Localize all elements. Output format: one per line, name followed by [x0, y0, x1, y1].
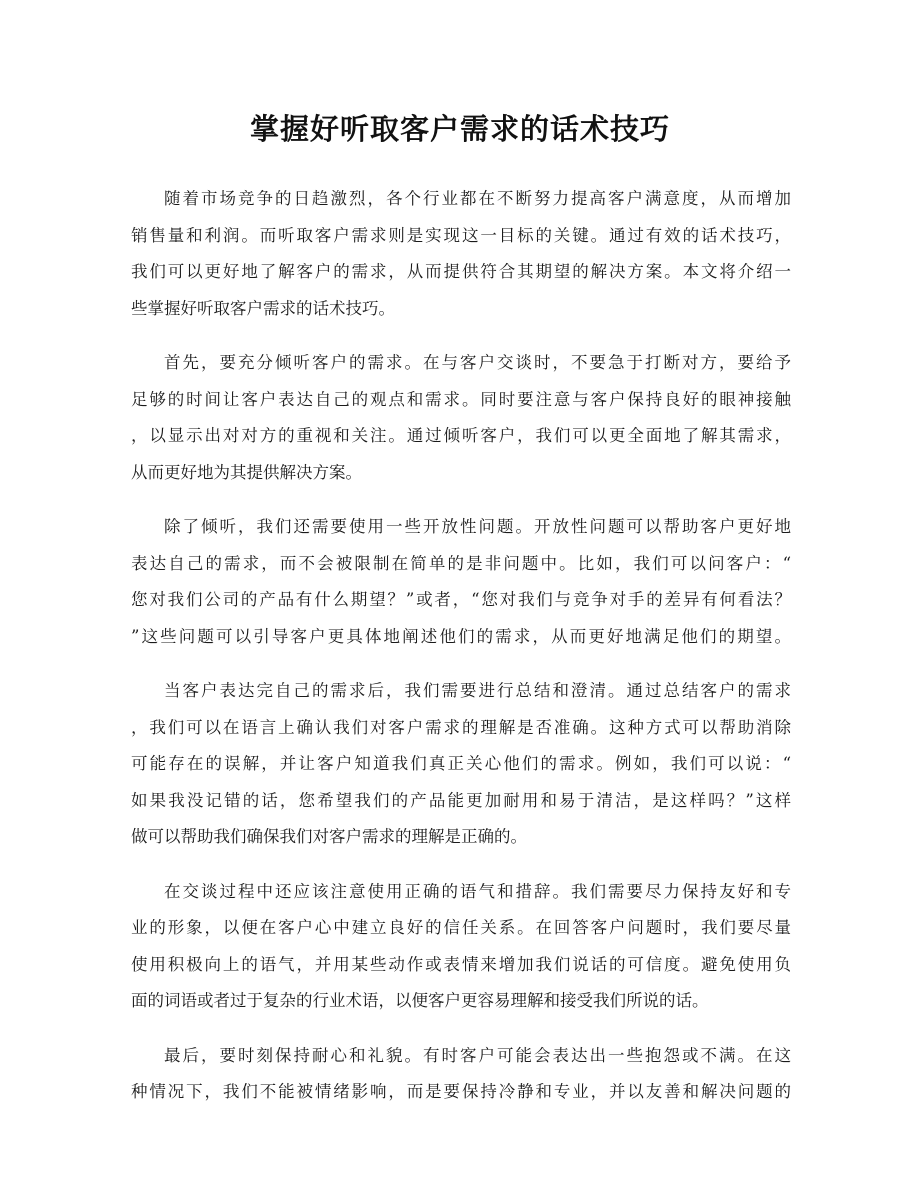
paragraph-line: 销售量和利润。而听取客户需求则是实现这一目标的关键。通过有效的话术技巧，: [131, 225, 791, 245]
paragraph-line: 从而更好地为其提供解决方案。: [131, 462, 362, 482]
paragraph-line: 当客户表达完自己的需求后，我们需要进行总结和澄清。通过总结客户的需求: [164, 681, 791, 700]
paragraph-line: 做可以帮助我们确保我们对客户需求的理解是正确的。: [131, 827, 527, 846]
paragraph-3: [131, 509, 791, 655]
paragraph-line: 使用积极向上的语气，并用某些动作或表情来增加我们说话的可信度。避免使用负: [131, 954, 791, 974]
paragraph-line: 业的形象，以便在客户心中建立良好的信任关系。在回答客户问题时，我们要尽量: [131, 918, 791, 937]
paragraph-line: 首先，要充分倾听客户的需求。在与客户交谈时，不要急于打断对方，要给予: [164, 353, 791, 372]
paragraph-line: ，我们可以在语言上确认我们对客户需求的理解是否准确。这种方式可以帮助消除: [131, 717, 791, 737]
paragraph-line: ”这些问题可以引导客户更具体地阐述他们的需求，从而更好地满足他们的期望。: [131, 626, 791, 646]
document-title: 掌握好听取客户需求的话术技巧: [249, 112, 670, 146]
paragraph-line: 如果我没记错的话，您希望我们的产品能更加耐用和易于清洁，是这样吗？”这样: [131, 790, 791, 810]
paragraph-4: [131, 673, 791, 856]
paragraph-line: 表达自己的需求，而不会被限制在简单的是非问题中。比如，我们可以问客户：“: [131, 553, 791, 573]
paragraph-line: 种情况下，我们不能被情绪影响，而是要保持冷静和专业，并以友善和解决问题的: [131, 1082, 791, 1101]
paragraph-line: 些掌握好听取客户需求的话术技巧。: [131, 298, 395, 318]
paragraph-line: 可能存在的误解，并让客户知道我们真正关心他们的需求。例如，我们可以说：“: [131, 754, 791, 773]
paragraph-line: 我们可以更好地了解客户的需求，从而提供符合其期望的解决方案。本文将介绍一: [131, 262, 791, 281]
paragraph-line: 随着市场竞争的日趋激烈，各个行业都在不断努力提高客户满意度，从而增加: [164, 189, 791, 208]
paragraph-line: 面的词语或者过于复杂的行业术语，以便客户更容易理解和接受我们所说的话。: [131, 991, 709, 1010]
paragraph-5: [131, 874, 791, 1020]
paragraph-6: [131, 1038, 791, 1111]
paragraph-line: 除了倾听，我们还需要使用一些开放性问题。开放性问题可以帮助客户更好地: [164, 517, 791, 536]
paragraph-line: 您对我们公司的产品有什么期望？”或者，“您对我们与竞争对手的差异有何看法？: [131, 590, 791, 609]
paragraph-line: ，以显示出对对方的重视和关注。通过倾听客户，我们可以更全面地了解其需求，: [131, 426, 791, 445]
paragraph-line: 在交谈过程中还应该注意使用正确的语气和措辞。我们需要尽力保持友好和专: [164, 881, 791, 901]
paragraph-2: [131, 345, 791, 491]
paragraph-1: [131, 181, 791, 327]
paragraph-line: 足够的时间让客户表达自己的观点和需求。同时要注意与客户保持良好的眼神接触: [131, 389, 791, 409]
paragraph-line: 最后，要时刻保持耐心和礼貌。有时客户可能会表达出一些抱怨或不满。在这: [164, 1045, 791, 1065]
document-body: [131, 181, 791, 1129]
